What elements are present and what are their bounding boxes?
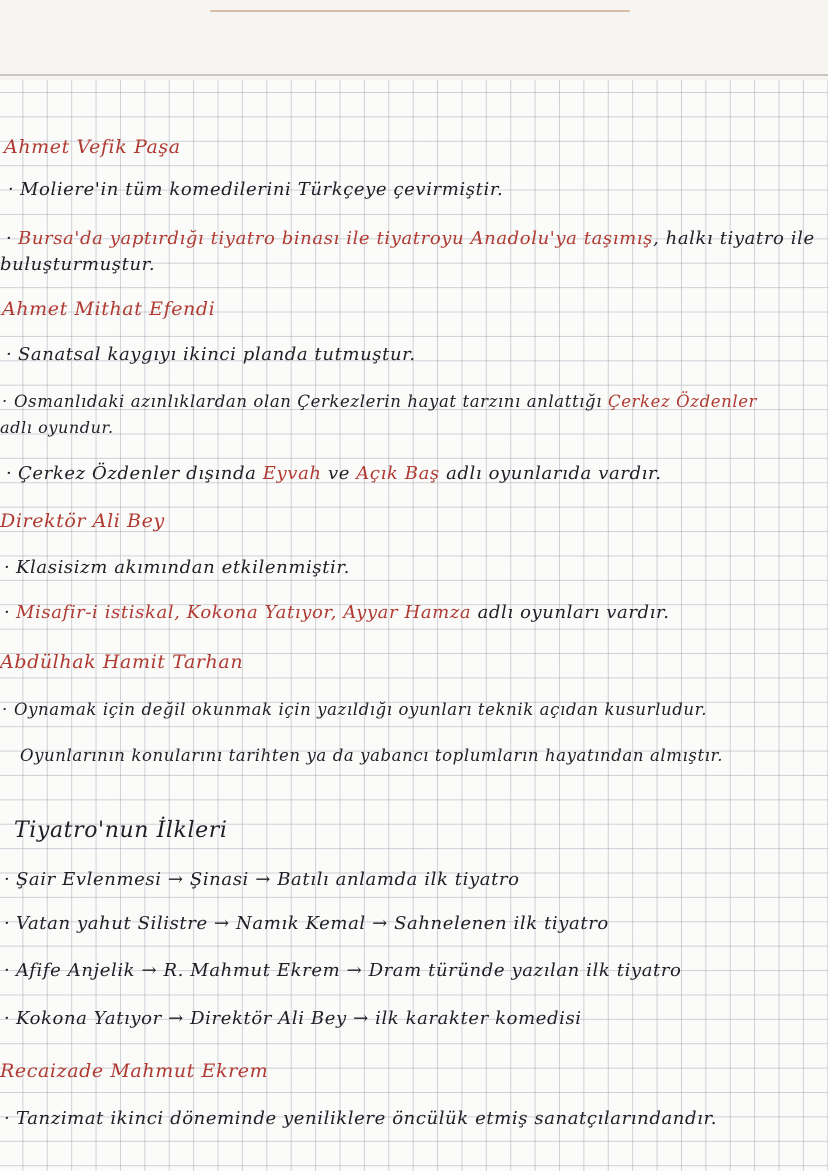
list-item: · Kokona Yatıyor → Direktör Ali Bey → ilk karakter komedisi: [4, 1008, 582, 1029]
heading-abdulhak: Abdülhak Hamit Tarhan: [0, 651, 244, 673]
list-item: · Şair Evlenmesi → Şinasi → Batılı anlamda ilk tiyatro: [4, 869, 520, 890]
note-line: · Klasisizm akımından etkilenmiştir.: [4, 557, 350, 578]
note-text: , halkı tiyatro ile: [652, 228, 815, 249]
note-text: ve: [327, 463, 350, 484]
note-text-red: Bursa'da yaptırdığı tiyatro binası ile tiyatroyu Anadolu'ya taşımış: [18, 228, 653, 249]
note-line: · Bursa'da yaptırdığı tiyatro binası ile tiyatroyu Anadolu'ya taşımış, halkı tiyatro ile: [6, 228, 815, 249]
note-text: Moliere'in tüm komedilerini Türkçeye çevirmiştir.: [20, 179, 504, 200]
heading-ahmet-vefik: Ahmet Vefik Paşa: [4, 136, 181, 158]
note-text: Oynamak için değil okunmak için yazıldığı oyunları teknik açıdan kusurludur.: [14, 700, 708, 719]
note-text-red: Çerkez Özdenler: [607, 392, 758, 411]
heading-direktor-ali: Direktör Ali Bey: [0, 510, 165, 532]
note-line: · Sanatsal kaygıyı ikinci planda tutmuştur.: [6, 344, 416, 365]
note-line: · Tanzimat ikinci döneminde yeniliklere öncülük etmiş sanatçılarındandır.: [4, 1108, 718, 1129]
note-text: adlı oyunları vardır.: [477, 602, 670, 623]
list-item-text: Kokona Yatıyor → Direktör Ali Bey → ilk karakter komedisi: [16, 1008, 582, 1029]
note-line: · Osmanlıdaki azınlıklardan olan Çerkezlerin hayat tarzını anlattığı Çerkez Özdenler: [2, 392, 758, 411]
note-line: Oyunlarının konularını tarihten ya da yabancı toplumların hayatından almıştır.: [20, 746, 724, 765]
list-item: · Afife Anjelik → R. Mahmut Ekrem → Dram türünde yazılan ilk tiyatro: [4, 960, 682, 981]
heading-ahmet-mithat: Ahmet Mithat Efendi: [2, 298, 216, 320]
page-fold-line: [0, 74, 828, 76]
note-text: Çerkez Özdenler dışında: [18, 463, 257, 484]
note-line: · Misafir-i istiskal, Kokona Yatıyor, Ayyar Hamza adlı oyunları vardır.: [4, 602, 670, 623]
note-line: · Çerkez Özdenler dışında Eyvah ve Açık Baş adlı oyunlarıda vardır.: [6, 463, 662, 484]
page-top-margin: [0, 0, 828, 78]
note-text: Osmanlıdaki azınlıklardan olan Çerkezlerin hayat tarzını anlattığı: [14, 392, 603, 411]
note-line: · Oynamak için değil okunmak için yazıldığı oyunları teknik açıdan kusurludur.: [2, 700, 708, 719]
note-text: adlı oyunlarıda vardır.: [446, 463, 662, 484]
list-item: · Vatan yahut Silistre → Namık Kemal → Sahnelenen ilk tiyatro: [4, 913, 609, 934]
note-text: Tanzimat ikinci döneminde yeniliklere öncülük etmiş sanatçılarındandır.: [16, 1108, 718, 1129]
grid-notebook-page: [0, 80, 828, 1171]
note-line-continued: buluşturmuştur.: [0, 254, 156, 275]
note-text: Klasisizm akımından etkilenmiştir.: [16, 557, 350, 578]
note-text-red: Eyvah: [262, 463, 322, 484]
list-item-text: Afife Anjelik → R. Mahmut Ekrem → Dram türünde yazılan ilk tiyatro: [16, 960, 682, 981]
heading-tiyatro-ilkleri: Tiyatro'nun İlkleri: [14, 818, 228, 843]
note-text-red: Misafir-i istiskal, Kokona Yatıyor, Ayyar Hamza: [16, 602, 472, 623]
note-text-red: Açık Baş: [356, 463, 440, 484]
note-line: · Moliere'in tüm komedilerini Türkçeye çevirmiştir.: [8, 179, 504, 200]
red-margin-mark: [210, 10, 630, 12]
list-item-text: Şair Evlenmesi → Şinasi → Batılı anlamda ilk tiyatro: [16, 869, 520, 890]
list-item-text: Vatan yahut Silistre → Namık Kemal → Sahnelenen ilk tiyatro: [16, 913, 609, 934]
note-text: Sanatsal kaygıyı ikinci planda tutmuştur.: [18, 344, 416, 365]
note-line-continued: adlı oyundur.: [0, 418, 114, 437]
heading-recaizade: Recaizade Mahmut Ekrem: [0, 1060, 269, 1082]
